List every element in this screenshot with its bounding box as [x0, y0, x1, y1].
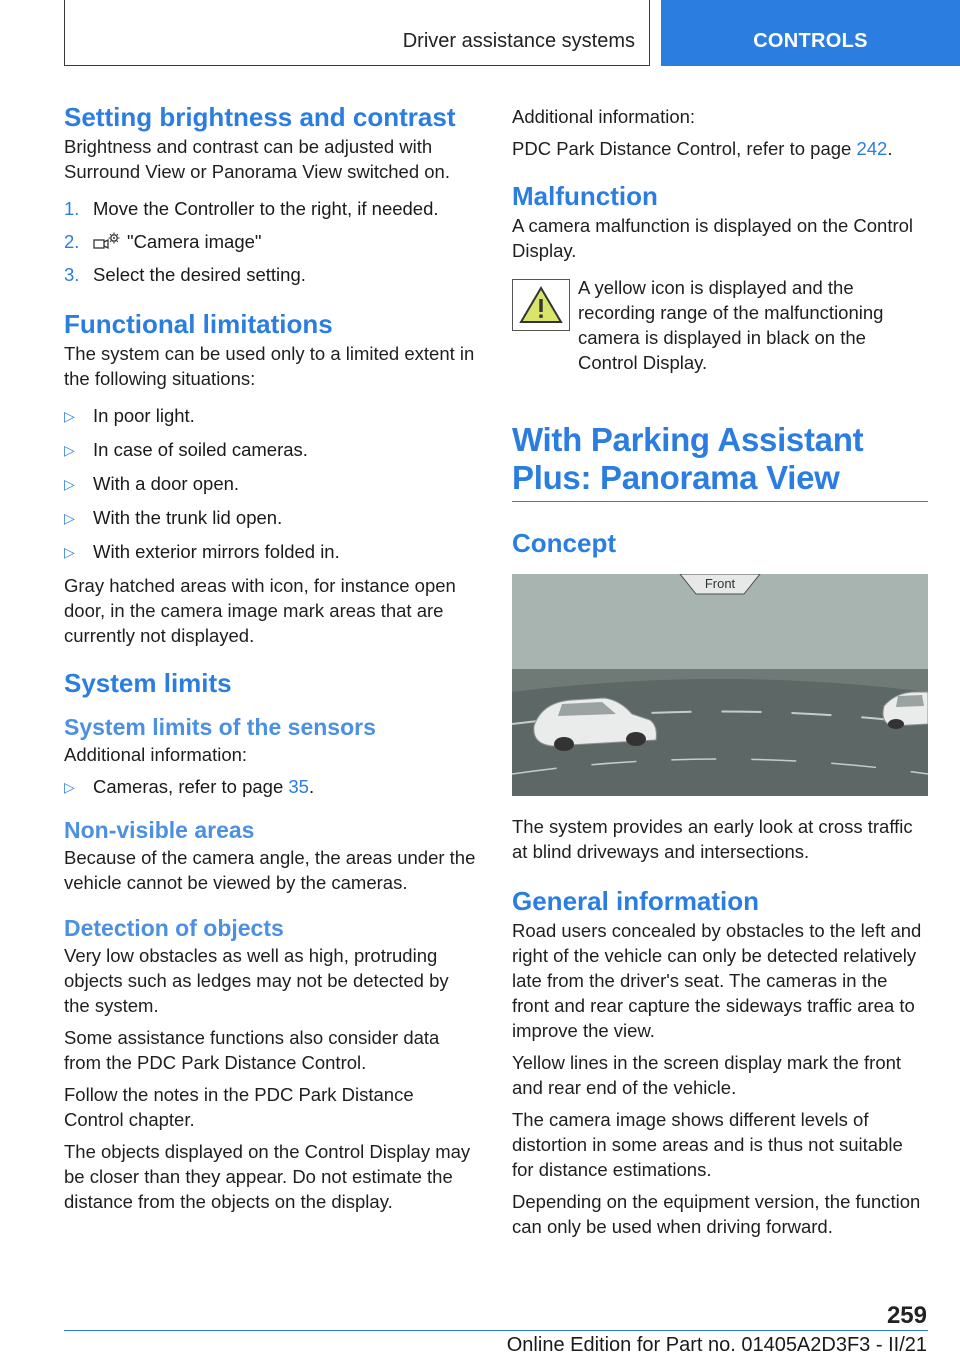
list-item: 1. Move the Controller to the right, if needed.: [64, 198, 439, 219]
camera-settings-icon: [93, 231, 121, 251]
right-column: [512, 104, 928, 1239]
left-column: [64, 100, 478, 1214]
brightness-heading: Setting brightness and contrast: [64, 102, 456, 132]
front-label: Front: [704, 576, 736, 591]
bullet-triangle-icon: ▷: [64, 510, 75, 526]
nonvisible-heading: Non-visible areas: [64, 817, 255, 843]
pdc-page-link[interactable]: 242: [856, 138, 888, 159]
detection-paragraph: Follow the notes in the PDC Park Distance Control chapter.: [64, 1084, 414, 1130]
general-paragraph: Road users concealed by obstacles to the left and right of the vehicle can only be detected relatively late from the driver's seat. The cameras in the front and rear capture the sideways traffic area to improve the view.: [512, 920, 922, 1041]
malfunction-heading: Malfunction: [512, 181, 658, 211]
sensors-heading: System limits of the sensors: [64, 714, 376, 740]
sensors-additional: Additional information:: [64, 744, 248, 765]
list-item: ▷ In poor light.: [64, 403, 478, 429]
pdc-reference: PDC Park Distance Control, refer to page 242.: [512, 138, 893, 159]
general-paragraph: Depending on the equipment version, the function can only be used when driving forward.: [512, 1191, 921, 1237]
list-item: ▷ With exterior mirrors folded in.: [64, 539, 478, 565]
malfunction-warning: [512, 275, 928, 375]
limitations-note: Gray hatched areas with icon, for instance open door, in the camera image mark areas that are currently not displayed.: [64, 575, 456, 646]
chapter-tab-label: CONTROLS: [753, 30, 868, 52]
warning-icon: [512, 279, 570, 331]
detection-paragraph: Very low obstacles as well as high, protruding objects such as ledges may not be detected by the system.: [64, 945, 449, 1016]
limitations-list: [64, 403, 478, 565]
concept-text: The system provides an early look at cross traffic at blind driveways and intersections.: [512, 816, 913, 862]
bullet-triangle-icon: ▷: [64, 408, 75, 424]
detection-paragraph: Some assistance functions also consider data from the PDC Park Distance Control.: [64, 1027, 440, 1073]
bullet-triangle-icon: ▷: [64, 442, 75, 458]
concept-heading: Concept: [512, 528, 616, 558]
general-paragraph: The camera image shows different levels of distortion in some areas and is thus not suitable for distance estimations.: [512, 1109, 903, 1180]
list-item: 3. Select the desired setting.: [64, 264, 306, 285]
panorama-view-image: [512, 574, 928, 796]
system-limits-heading: System limits: [64, 668, 232, 698]
edition-note: Online Edition for Part no. 01405A2D3F3 - II/21: [506, 1334, 927, 1356]
list-item: ▷ In case of soiled cameras.: [64, 437, 478, 463]
running-header: [64, 0, 650, 66]
limitations-intro: The system can be used only to a limited extent in the following situations:: [64, 343, 475, 389]
sensors-list: [64, 774, 478, 800]
panorama-heading: With Parking Assistant Plus: Panorama View: [512, 421, 864, 496]
pdc-additional: Additional information:: [512, 106, 696, 127]
general-info-heading: General information: [512, 886, 760, 916]
panorama-section-header: [512, 421, 928, 502]
page-number: 259: [886, 1302, 927, 1329]
nonvisible-text: Because of the camera angle, the areas under the vehicle cannot be viewed by the cameras.: [64, 847, 476, 893]
bullet-triangle-icon: ▷: [64, 544, 75, 560]
bullet-triangle-icon: ▷: [64, 779, 75, 795]
list-item: 2. "Camera image": [64, 231, 262, 252]
brightness-steps: [64, 196, 478, 287]
limitations-heading: Functional limitations: [64, 309, 333, 339]
detection-paragraph: The objects displayed on the Control Display may be closer than they appear. Do not estimate the distance from the objects on the display.: [64, 1141, 471, 1212]
list-item: ▷ With a door open.: [64, 471, 478, 497]
warning-text: A yellow icon is displayed and the recording range of the malfunctioning camera is displayed in black on the Control Display.: [578, 277, 884, 373]
malfunction-text: A camera malfunction is displayed on the Control Display.: [512, 215, 914, 261]
general-paragraph: Yellow lines in the screen display mark the front and rear end of the vehicle.: [512, 1052, 902, 1098]
list-item: ▷ With the trunk lid open.: [64, 505, 478, 531]
detection-heading: Detection of objects: [64, 915, 284, 941]
chapter-tab[interactable]: [661, 0, 960, 66]
section-title: Driver assistance systems: [402, 30, 635, 52]
brightness-intro: Brightness and contrast can be adjusted with Surround View or Panorama View switched on.: [64, 136, 450, 182]
cameras-page-link[interactable]: 35: [288, 776, 309, 797]
bullet-triangle-icon: ▷: [64, 476, 75, 492]
footer-divider: [64, 1330, 928, 1331]
list-item: ▷ Cameras, refer to page 35.: [64, 774, 478, 800]
